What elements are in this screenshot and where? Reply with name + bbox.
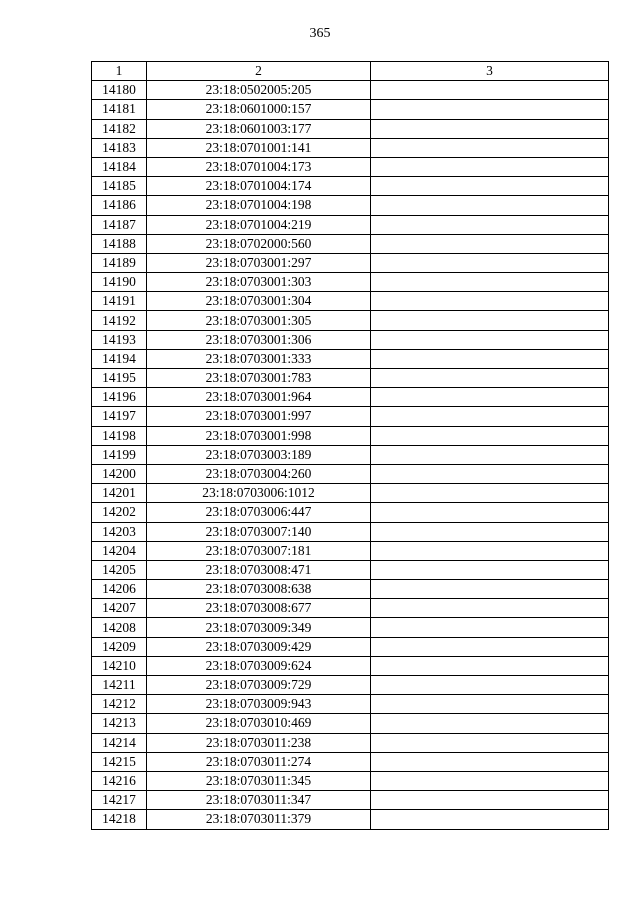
row-number-cell: 14200 — [92, 464, 147, 483]
table-row — [92, 119, 609, 138]
table-row — [92, 81, 609, 100]
table-row — [92, 464, 609, 483]
notes-cell — [371, 637, 609, 656]
row-number-cell: 14211 — [92, 676, 147, 695]
cadastral-number-cell: 23:18:0703009:729 — [147, 676, 371, 695]
row-number-cell: 14191 — [92, 292, 147, 311]
notes-cell — [371, 733, 609, 752]
row-number-cell: 14215 — [92, 752, 147, 771]
cadastral-number-cell: 23:18:0703001:303 — [147, 273, 371, 292]
table-row — [92, 292, 609, 311]
row-number-cell: 14188 — [92, 234, 147, 253]
row-number-cell: 14184 — [92, 157, 147, 176]
cadastral-number-cell: 23:18:0703008:638 — [147, 580, 371, 599]
notes-cell — [371, 618, 609, 637]
cadastral-number-cell: 23:18:0601000:157 — [147, 100, 371, 119]
column-header-2: 2 — [147, 62, 371, 81]
table-body — [92, 81, 609, 829]
table-row — [92, 138, 609, 157]
notes-cell — [371, 196, 609, 215]
table-row — [92, 771, 609, 790]
cadastral-number-cell: 23:18:0703008:471 — [147, 560, 371, 579]
row-number-cell: 14194 — [92, 349, 147, 368]
cadastral-number-cell: 23:18:0703003:189 — [147, 445, 371, 464]
notes-cell — [371, 253, 609, 272]
notes-cell — [371, 695, 609, 714]
notes-cell — [371, 388, 609, 407]
notes-cell — [371, 100, 609, 119]
notes-cell — [371, 407, 609, 426]
cadastral-number-cell: 23:18:0703009:624 — [147, 656, 371, 675]
table-row — [92, 618, 609, 637]
row-number-cell: 14189 — [92, 253, 147, 272]
table-row — [92, 407, 609, 426]
table-row — [92, 810, 609, 829]
table-row — [92, 273, 609, 292]
cadastral-number-cell: 23:18:0703009:429 — [147, 637, 371, 656]
notes-cell — [371, 426, 609, 445]
notes-cell — [371, 752, 609, 771]
table-row — [92, 177, 609, 196]
cadastral-number-cell: 23:18:0703007:181 — [147, 541, 371, 560]
cadastral-number-cell: 23:18:0703007:140 — [147, 522, 371, 541]
cadastral-number-cell: 23:18:0703011:238 — [147, 733, 371, 752]
notes-cell — [371, 273, 609, 292]
notes-cell — [371, 445, 609, 464]
notes-cell — [371, 580, 609, 599]
column-header-1: 1 — [92, 62, 147, 81]
row-number-cell: 14193 — [92, 330, 147, 349]
cadastral-number-table — [91, 61, 609, 830]
row-number-cell: 14201 — [92, 484, 147, 503]
table-row — [92, 676, 609, 695]
notes-cell — [371, 177, 609, 196]
row-number-cell: 14213 — [92, 714, 147, 733]
table-row — [92, 388, 609, 407]
notes-cell — [371, 522, 609, 541]
column-header-3: 3 — [371, 62, 609, 81]
notes-cell — [371, 656, 609, 675]
row-number-cell: 14182 — [92, 119, 147, 138]
row-number-cell: 14196 — [92, 388, 147, 407]
table-row — [92, 695, 609, 714]
notes-cell — [371, 157, 609, 176]
table-row — [92, 791, 609, 810]
cadastral-number-cell: 23:18:0701004:173 — [147, 157, 371, 176]
cadastral-number-cell: 23:18:0703001:964 — [147, 388, 371, 407]
table-row — [92, 100, 609, 119]
cadastral-number-cell: 23:18:0701004:198 — [147, 196, 371, 215]
table-row — [92, 196, 609, 215]
row-number-cell: 14217 — [92, 791, 147, 810]
row-number-cell: 14190 — [92, 273, 147, 292]
cadastral-number-cell: 23:18:0703004:260 — [147, 464, 371, 483]
row-number-cell: 14216 — [92, 771, 147, 790]
table-row — [92, 330, 609, 349]
cadastral-number-cell: 23:18:0703009:349 — [147, 618, 371, 637]
notes-cell — [371, 560, 609, 579]
notes-cell — [371, 791, 609, 810]
table-row — [92, 599, 609, 618]
table-row — [92, 637, 609, 656]
notes-cell — [371, 215, 609, 234]
row-number-cell: 14212 — [92, 695, 147, 714]
cadastral-number-cell: 23:18:0703011:347 — [147, 791, 371, 810]
table-row — [92, 714, 609, 733]
row-number-cell: 14208 — [92, 618, 147, 637]
row-number-cell: 14206 — [92, 580, 147, 599]
cadastral-number-cell: 23:18:0703001:333 — [147, 349, 371, 368]
notes-cell — [371, 503, 609, 522]
row-number-cell: 14192 — [92, 311, 147, 330]
row-number-cell: 14199 — [92, 445, 147, 464]
table-row — [92, 234, 609, 253]
cadastral-number-cell: 23:18:0703009:943 — [147, 695, 371, 714]
notes-cell — [371, 771, 609, 790]
notes-cell — [371, 676, 609, 695]
cadastral-number-cell: 23:18:0701004:174 — [147, 177, 371, 196]
row-number-cell: 14198 — [92, 426, 147, 445]
row-number-cell: 14207 — [92, 599, 147, 618]
cadastral-number-cell: 23:18:0703001:304 — [147, 292, 371, 311]
notes-cell — [371, 369, 609, 388]
row-number-cell: 14197 — [92, 407, 147, 426]
table-row — [92, 349, 609, 368]
notes-cell — [371, 714, 609, 733]
notes-cell — [371, 484, 609, 503]
row-number-cell: 14210 — [92, 656, 147, 675]
cadastral-number-cell: 23:18:0703001:297 — [147, 253, 371, 272]
table-row — [92, 215, 609, 234]
cadastral-number-cell: 23:18:0703006:447 — [147, 503, 371, 522]
table-row — [92, 503, 609, 522]
notes-cell — [371, 464, 609, 483]
notes-cell — [371, 234, 609, 253]
row-number-cell: 14195 — [92, 369, 147, 388]
cadastral-number-cell: 23:18:0703008:677 — [147, 599, 371, 618]
cadastral-number-cell: 23:18:0701001:141 — [147, 138, 371, 157]
row-number-cell: 14218 — [92, 810, 147, 829]
table-row — [92, 733, 609, 752]
table-row — [92, 311, 609, 330]
notes-cell — [371, 119, 609, 138]
cadastral-number-cell: 23:18:0703011:274 — [147, 752, 371, 771]
notes-cell — [371, 81, 609, 100]
row-number-cell: 14202 — [92, 503, 147, 522]
table-row — [92, 541, 609, 560]
row-number-cell: 14205 — [92, 560, 147, 579]
table-row — [92, 157, 609, 176]
cadastral-number-cell: 23:18:0502005:205 — [147, 81, 371, 100]
row-number-cell: 14180 — [92, 81, 147, 100]
table-header-row — [92, 62, 609, 81]
notes-cell — [371, 138, 609, 157]
row-number-cell: 14209 — [92, 637, 147, 656]
notes-cell — [371, 599, 609, 618]
cadastral-number-cell: 23:18:0703001:998 — [147, 426, 371, 445]
notes-cell — [371, 292, 609, 311]
table-row — [92, 656, 609, 675]
table-row — [92, 253, 609, 272]
table-row — [92, 445, 609, 464]
cadastral-number-cell: 23:18:0703001:306 — [147, 330, 371, 349]
notes-cell — [371, 541, 609, 560]
notes-cell — [371, 810, 609, 829]
table-row — [92, 484, 609, 503]
table-row — [92, 426, 609, 445]
table-row — [92, 369, 609, 388]
table-row — [92, 580, 609, 599]
row-number-cell: 14181 — [92, 100, 147, 119]
notes-cell — [371, 349, 609, 368]
cadastral-number-cell: 23:18:0703006:1012 — [147, 484, 371, 503]
cadastral-number-cell: 23:18:0703001:783 — [147, 369, 371, 388]
row-number-cell: 14185 — [92, 177, 147, 196]
row-number-cell: 14214 — [92, 733, 147, 752]
row-number-cell: 14187 — [92, 215, 147, 234]
cadastral-number-cell: 23:18:0703010:469 — [147, 714, 371, 733]
table-row — [92, 522, 609, 541]
cadastral-number-cell: 23:18:0702000:560 — [147, 234, 371, 253]
cadastral-number-cell: 23:18:0703011:345 — [147, 771, 371, 790]
table-row — [92, 752, 609, 771]
row-number-cell: 14204 — [92, 541, 147, 560]
notes-cell — [371, 311, 609, 330]
cadastral-number-cell: 23:18:0701004:219 — [147, 215, 371, 234]
table-row — [92, 560, 609, 579]
cadastral-number-cell: 23:18:0703001:997 — [147, 407, 371, 426]
cadastral-number-cell: 23:18:0703001:305 — [147, 311, 371, 330]
cadastral-number-cell: 23:18:0601003:177 — [147, 119, 371, 138]
cadastral-number-cell: 23:18:0703011:379 — [147, 810, 371, 829]
row-number-cell: 14183 — [92, 138, 147, 157]
page-number: 365 — [309, 26, 331, 41]
row-number-cell: 14186 — [92, 196, 147, 215]
notes-cell — [371, 330, 609, 349]
row-number-cell: 14203 — [92, 522, 147, 541]
